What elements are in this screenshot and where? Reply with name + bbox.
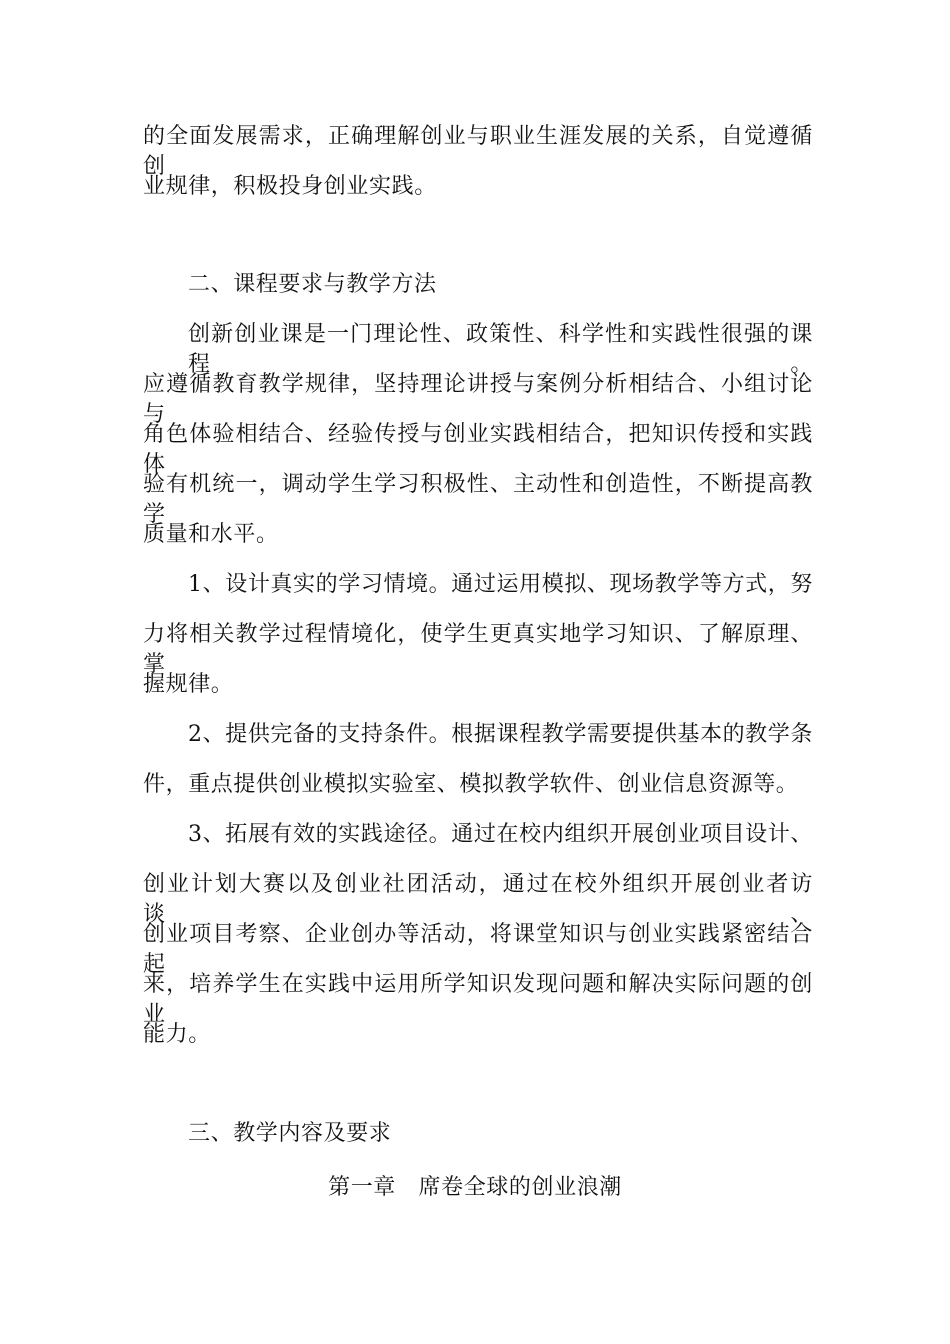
paragraph-line: 质量和水平。 — [143, 522, 279, 547]
paragraph-line: 创新创业课是一门理论性、政策性、科学性和实践性很强的课程。 — [188, 322, 813, 377]
list-item-line: 件，重点提供创业模拟实验室、模拟教学软件、创业信息资源等。 — [143, 772, 799, 797]
list-item-line: 握规律。 — [143, 672, 234, 697]
list-item-line: 来，培养学生在实践中运用所学知识发现问题和解决实际问题的创业 — [143, 972, 813, 1027]
list-item-line: 力将相关教学过程情境化，使学生更真实地学习知识、了解原理、掌 — [143, 622, 813, 677]
paragraph-line: 的全面发展需求，正确理解创业与职业生涯发展的关系，自觉遵循创 — [143, 124, 813, 179]
list-item-line: 1、设计真实的学习情境。通过运用模拟、现场教学等方式，努 — [188, 572, 813, 597]
section-heading: 三、教学内容及要求 — [188, 1121, 392, 1146]
list-item-line: 能力。 — [143, 1022, 211, 1047]
paragraph-line: 应遵循教育教学规律，坚持理论讲授与案例分析相结合、小组讨论与 — [143, 372, 813, 427]
list-item-line: 创业计划大赛以及创业社团活动，通过在校外组织开展创业者访谈、 — [143, 872, 813, 927]
list-item-line: 3、拓展有效的实践途径。通过在校内组织开展创业项目设计、 — [188, 822, 813, 847]
paragraph-line: 验有机统一，调动学生学习积极性、主动性和创造性，不断提高教学 — [143, 472, 813, 527]
chapter-title: 第一章 席卷全球的创业浪潮 — [328, 1175, 622, 1200]
list-item-line: 2、提供完备的支持条件。根据课程教学需要提供基本的教学条 — [188, 722, 813, 747]
section-heading: 二、课程要求与教学方法 — [188, 272, 437, 297]
paragraph-line: 角色体验相结合、经验传授与创业实践相结合，把知识传授和实践体 — [143, 422, 813, 477]
paragraph-line: 业规律，积极投身创业实践。 — [143, 174, 437, 199]
list-item-line: 创业项目考察、企业创办等活动，将课堂知识与创业实践紧密结合起 — [143, 922, 813, 977]
